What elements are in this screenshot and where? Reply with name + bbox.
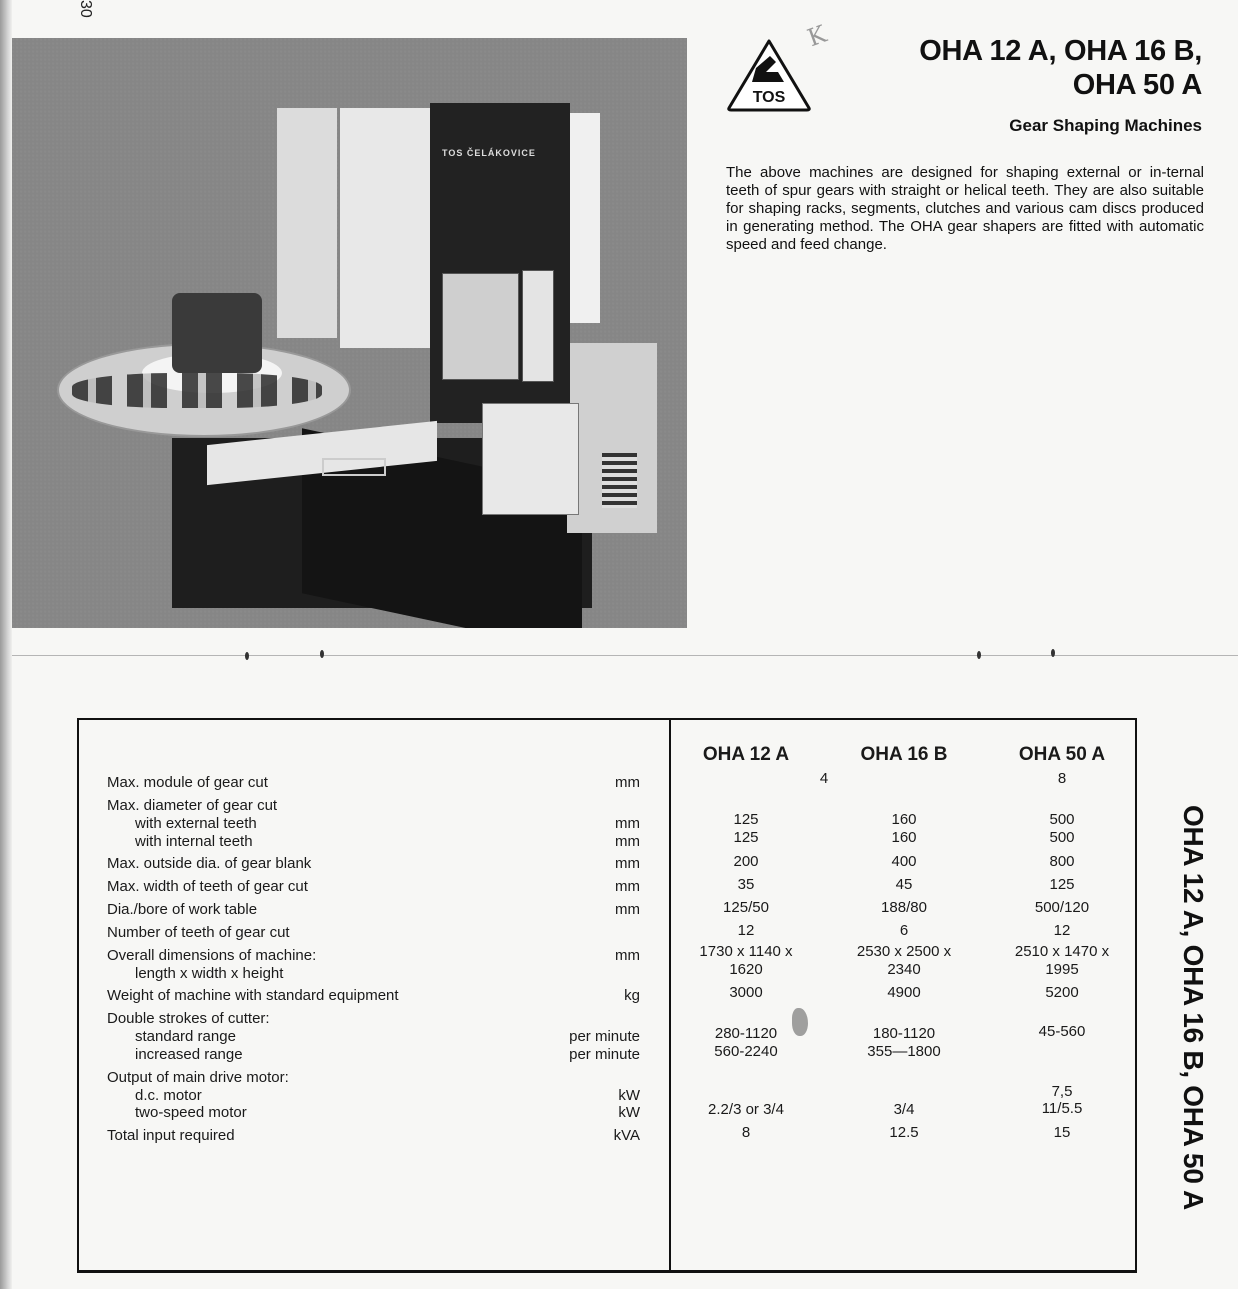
row-label: standard range <box>135 1028 236 1045</box>
row-value: 125 <box>1049 876 1075 893</box>
row-label: with internal teeth <box>135 833 253 850</box>
row-label: with external teeth <box>135 815 257 832</box>
vent-grille <box>602 453 637 508</box>
ink-smudge <box>792 1008 808 1036</box>
row-value: 8 <box>1057 770 1067 787</box>
row-value: 1730 x 1140 x <box>699 943 793 960</box>
page-number-text: 30 <box>77 0 94 18</box>
row-label: Max. outside dia. of gear blank <box>107 855 312 872</box>
row-value: 400 <box>891 853 917 870</box>
row-value: 2340 <box>887 961 921 978</box>
row-value: 2.2/3 or 3/4 <box>708 1101 784 1118</box>
row-unit: kVA <box>613 1127 640 1144</box>
control-panel-secondary <box>522 270 554 382</box>
row-value: 355—1800 <box>867 1043 941 1060</box>
row-value: 160 <box>891 829 917 846</box>
row-value: 45 <box>895 876 913 893</box>
fold-mark <box>320 650 324 658</box>
row-label: Double strokes of cutter: <box>107 1010 270 1027</box>
row-unit: mm <box>615 947 640 964</box>
row-value: 500 <box>1049 811 1075 828</box>
svg-text:TOS: TOS <box>752 89 786 106</box>
row-unit: per minute <box>569 1046 640 1063</box>
row-value: 4900 <box>887 984 921 1001</box>
title-line-2: OHA 50 A <box>1072 69 1202 101</box>
electrical-cabinet <box>482 403 579 515</box>
row-value: 160 <box>891 811 917 828</box>
gear-workpieces <box>72 373 322 408</box>
page-binding-edge <box>0 0 12 1289</box>
row-value: 180-1120 <box>872 1025 936 1042</box>
guard-handle <box>322 458 386 476</box>
row-value: 35 <box>737 876 755 893</box>
row-value: 45-560 <box>1038 1023 1086 1040</box>
row-value: 280-1120 <box>714 1025 778 1042</box>
row-value: 11/5.5 <box>1041 1100 1083 1117</box>
side-title-vertical: OHA 12 A, OHA 16 B, OHA 50 A <box>1178 805 1209 1210</box>
machine-photo <box>12 38 687 628</box>
row-value: 3000 <box>729 984 763 1001</box>
column-header-oha50a: OHA 50 A <box>1018 744 1106 765</box>
row-value: 125 <box>733 829 759 846</box>
row-unit: mm <box>615 878 640 895</box>
row-value: 560-2240 <box>714 1043 778 1060</box>
row-label: Dia./bore of work table <box>107 901 258 918</box>
row-label: Max. diameter of gear cut <box>107 797 278 814</box>
description-paragraph: The above machines are designed for shaping external or in-ternal teeth of spur gears with straight or helical teeth. They are also suitable for shaping racks, segments, clutches and various cam discs produced in generating method. The OHA gear shapers are fitted with automatic speed and feed change. <box>726 164 1204 253</box>
title-line-1: OHA 12 A, OHA 16 B, <box>919 35 1202 67</box>
row-value: 200 <box>733 853 759 870</box>
row-unit: kg <box>624 987 640 1004</box>
row-label: length x width x height <box>135 965 284 982</box>
row-value: 1620 <box>729 961 763 978</box>
row-label: Number of teeth of gear cut <box>107 924 290 941</box>
row-value: 500/120 <box>1034 899 1090 916</box>
row-label: increased range <box>135 1046 243 1063</box>
row-unit: kW <box>618 1087 640 1104</box>
row-label: Overall dimensions of machine: <box>107 947 317 964</box>
row-value: 2510 x 1470 x <box>1014 943 1110 960</box>
row-value: 800 <box>1049 853 1075 870</box>
row-value: 188/80 <box>881 899 927 916</box>
page-subtitle: Gear Shaping Machines <box>1009 116 1202 135</box>
row-value: 8 <box>741 1124 751 1141</box>
row-value-shared: 4 <box>819 770 829 787</box>
fold-mark <box>245 652 249 660</box>
row-value: 12 <box>737 922 755 939</box>
row-value: 1995 <box>1045 961 1079 978</box>
row-label: two-speed motor <box>135 1104 247 1121</box>
row-label: Weight of machine with standard equipment <box>107 987 399 1004</box>
row-value: 125 <box>733 811 759 828</box>
row-label: Max. width of teeth of gear cut <box>107 878 308 895</box>
row-unit: kW <box>618 1104 640 1121</box>
loader-turret <box>172 293 262 373</box>
row-value: 12.5 <box>889 1124 919 1141</box>
row-value: 7,5 <box>1051 1083 1073 1100</box>
handwritten-mark: K <box>803 19 831 53</box>
row-unit: mm <box>615 774 640 791</box>
row-value: 6 <box>899 922 909 939</box>
row-value: 15 <box>1053 1124 1071 1141</box>
row-value: 125/50 <box>723 899 769 916</box>
row-value: 12 <box>1053 922 1071 939</box>
row-unit: mm <box>615 901 640 918</box>
row-unit: per minute <box>569 1028 640 1045</box>
tos-logo-icon <box>726 38 812 112</box>
row-value: 500 <box>1049 829 1075 846</box>
row-value: 5200 <box>1045 984 1079 1001</box>
machine-side-panel <box>570 113 600 323</box>
row-unit: mm <box>615 855 640 872</box>
column-header-oha16b: OHA 16 B <box>860 744 948 765</box>
cutter-head <box>340 108 430 348</box>
row-value: 3/4 <box>893 1101 915 1118</box>
row-unit: mm <box>615 815 640 832</box>
machine-column <box>277 108 337 338</box>
row-label: Max. module of gear cut <box>107 774 268 791</box>
row-label: Total input required <box>107 1127 235 1144</box>
row-value: 2530 x 2500 x <box>856 943 952 960</box>
fold-mark <box>1051 649 1055 657</box>
machine-brand-label: TOS ČELÁKOVICE <box>442 148 536 158</box>
row-label: Output of main drive motor: <box>107 1069 289 1086</box>
row-label: d.c. motor <box>135 1087 202 1104</box>
control-panel <box>442 273 519 380</box>
column-header-oha12a: OHA 12 A <box>702 744 790 765</box>
row-unit: mm <box>615 833 640 850</box>
fold-mark <box>977 651 981 659</box>
page-title <box>919 34 1202 102</box>
page-number <box>54 0 94 18</box>
